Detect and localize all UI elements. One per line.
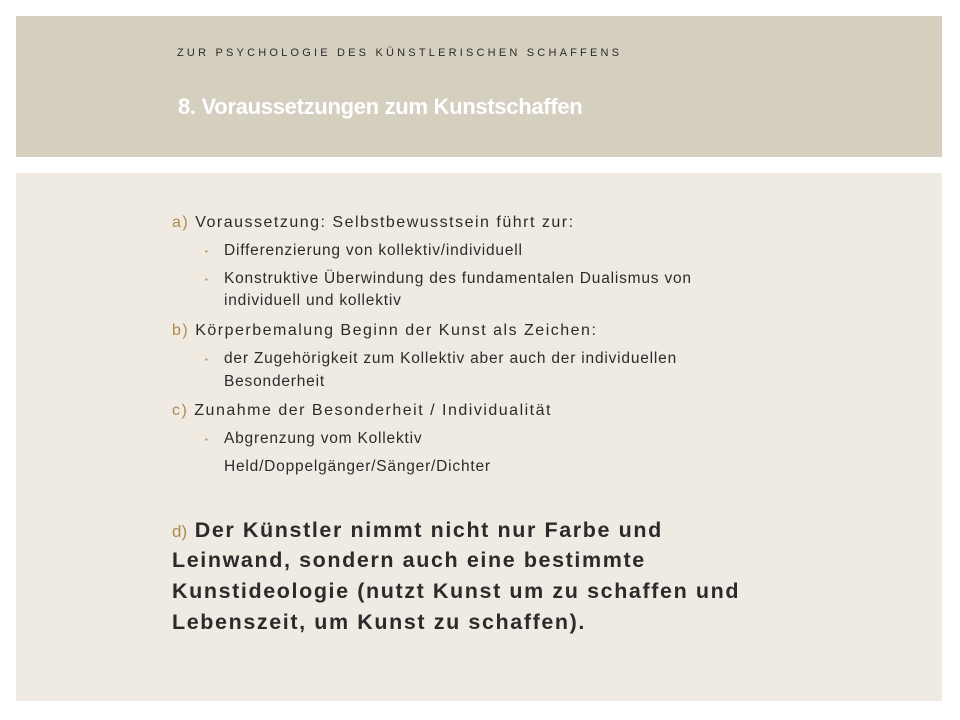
emphasis-text: Der Künstler nimmt nicht nur Farbe und — [194, 518, 663, 542]
item-marker: c) — [172, 402, 189, 419]
sub-item-continued: individuell und kollektiv — [224, 292, 402, 309]
list-item-a — [172, 214, 575, 232]
item-marker: a) — [172, 214, 190, 231]
emphasis-line-1 — [172, 515, 663, 547]
square-bullet-icon: ▪ — [205, 247, 208, 256]
sub-item: Differenzierung von kollektiv/individuell — [224, 242, 523, 259]
sub-item: Abgrenzung vom Kollektiv — [224, 430, 423, 447]
emphasis-line-3: Kunstideologie (nutzt Kunst um zu schaffen und — [172, 579, 741, 603]
item-text: Voraussetzung: Selbstbewusstsein führt zur: — [195, 214, 575, 231]
sub-item: der Zugehörigkeit zum Kollektiv aber auch der individuellen — [224, 350, 678, 367]
sub-item-continued: Besonderheit — [224, 373, 325, 390]
sub-item: Konstruktive Überwindung des fundamentalen Dualismus von — [224, 270, 692, 287]
square-bullet-icon: ▪ — [205, 435, 208, 444]
square-bullet-icon: ▪ — [205, 275, 208, 284]
square-bullet-icon: ▪ — [205, 355, 208, 364]
emphasis-line-2: Leinwand, sondern auch eine bestimmte — [172, 548, 646, 572]
item-text: Körperbemalung Beginn der Kunst als Zeichen: — [195, 322, 598, 339]
slide-title: 8. Voraussetzungen zum Kunstschaffen — [178, 94, 583, 119]
sub-item-plain: Held/Doppelgänger/Sänger/Dichter — [224, 458, 491, 475]
item-marker: b) — [172, 322, 190, 339]
item-text: Zunahme der Besonderheit / Individualität — [194, 402, 552, 419]
header-band — [16, 16, 942, 157]
item-marker: d) — [172, 522, 188, 541]
slide-kicker: ZUR PSYCHOLOGIE DES KÜNSTLERISCHEN SCHAFFENS — [177, 47, 623, 59]
emphasis-line-4: Lebenszeit, um Kunst zu schaffen). — [172, 610, 586, 634]
list-item-c — [172, 402, 552, 420]
list-item-b — [172, 322, 597, 340]
